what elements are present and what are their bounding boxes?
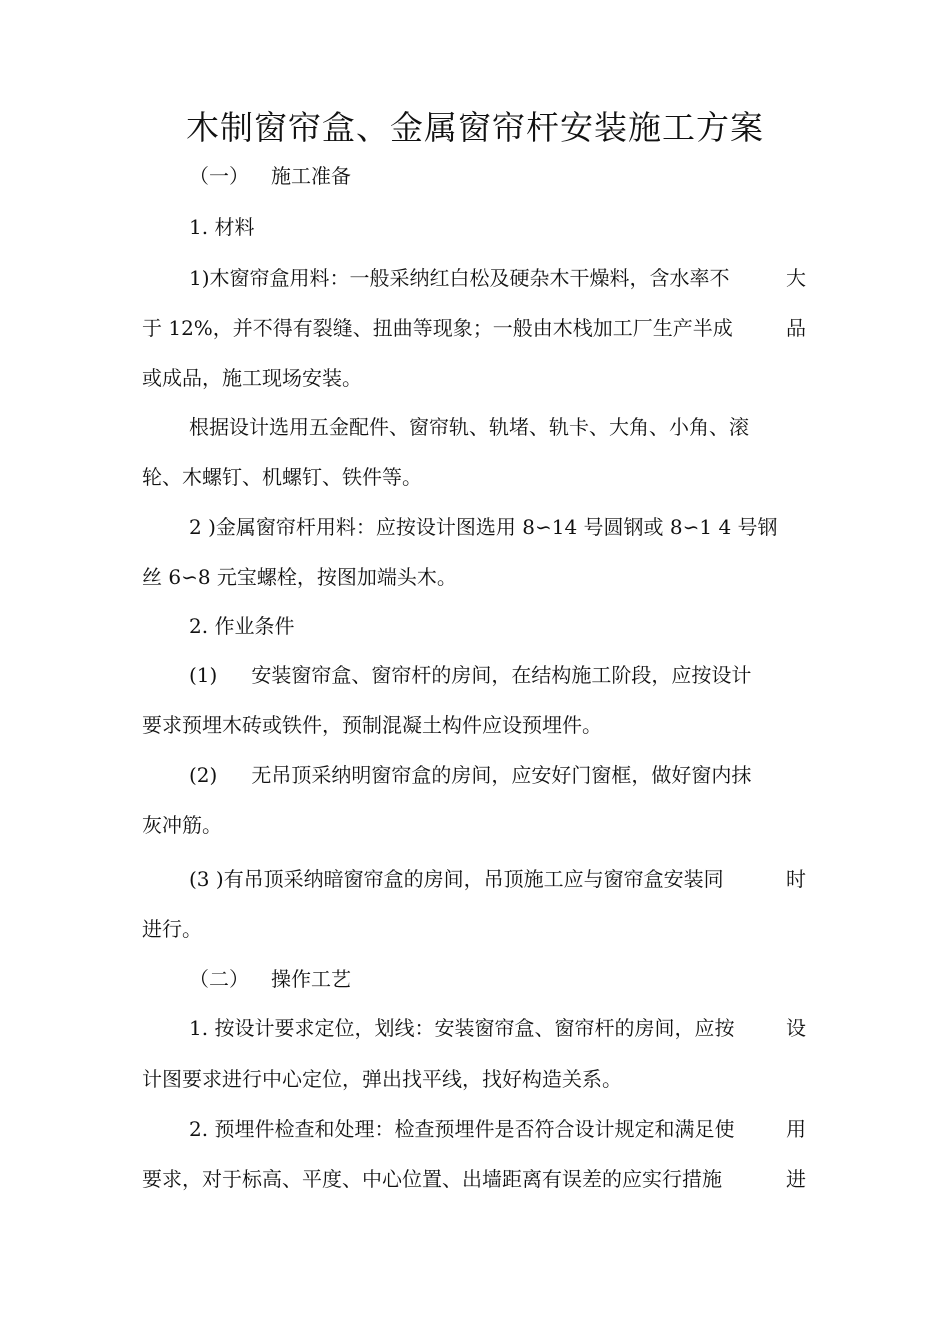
paragraph-line: 灰冲筋。 <box>142 813 222 837</box>
section-heading-2 <box>189 964 351 994</box>
paragraph-line: 丝 6∽8 元宝螺栓，按图加端头木。 <box>142 565 457 589</box>
subheading-work-conditions: 2. 作业条件 <box>189 614 295 638</box>
paragraph-line: (3 )有吊顶采纳暗窗帘盒的房间，吊顶施工应与窗帘盒安装同 时 <box>189 867 806 891</box>
paragraph-line: 计图要求进行中心定位，弹出找平线，找好构造关系。 <box>142 1067 622 1091</box>
section-title: 操作工艺 <box>271 967 351 991</box>
paragraph-line: (1) 安装窗帘盒、窗帘杆的房间，在结构施工阶段，应按设计 <box>189 663 752 687</box>
paragraph-line: 2 )金属窗帘杆用料：应按设计图选用 8∽14 号圆钢或 8∽1 4 号钢 <box>189 515 778 539</box>
paragraph-line: 轮、木螺钉、机螺钉、铁件等。 <box>142 465 422 489</box>
paragraph-line: 1)木窗帘盒用料：一般采纳红白松及硬杂木干燥料，含水率不 大 <box>189 266 806 290</box>
paragraph-line: 要求，对于标高、平度、中心位置、出墙距离有误差的应实行措施 进 <box>142 1167 806 1191</box>
section-title: 施工准备 <box>271 164 351 188</box>
section-number: （一） <box>189 164 249 188</box>
paragraph-line: 2. 预埋件检查和处理：检查预埋件是否符合设计规定和满足使 用 <box>189 1117 806 1141</box>
section-number: （二） <box>189 967 249 991</box>
paragraph-line: 进行。 <box>142 917 202 941</box>
document-title: 木制窗帘盒、金属窗帘杆安装施工方案 <box>186 108 764 147</box>
subheading-materials: 1. 材料 <box>189 215 255 239</box>
item-number: (1) <box>189 663 218 687</box>
section-heading-1 <box>189 161 351 191</box>
paragraph-line: 于 12%，并不得有裂缝、扭曲等现象；一般由木栈加工厂生产半成 品 <box>142 316 806 340</box>
item-number: (2) <box>189 763 218 787</box>
paragraph-line: 根据设计选用五金配件、窗帘轨、轨堵、轨卡、大角、小角、滚 <box>189 415 749 439</box>
paragraph-line: (2) 无吊顶采纳明窗帘盒的房间，应安好门窗框，做好窗内抹 <box>189 763 752 787</box>
paragraph-line: 要求预埋木砖或铁件，预制混凝土构件应设预埋件。 <box>142 713 602 737</box>
paragraph-line: 1. 按设计要求定位，划线：安装窗帘盒、窗帘杆的房间，应按 设 <box>189 1016 806 1040</box>
paragraph-line: 或成品，施工现场安装。 <box>142 366 362 390</box>
